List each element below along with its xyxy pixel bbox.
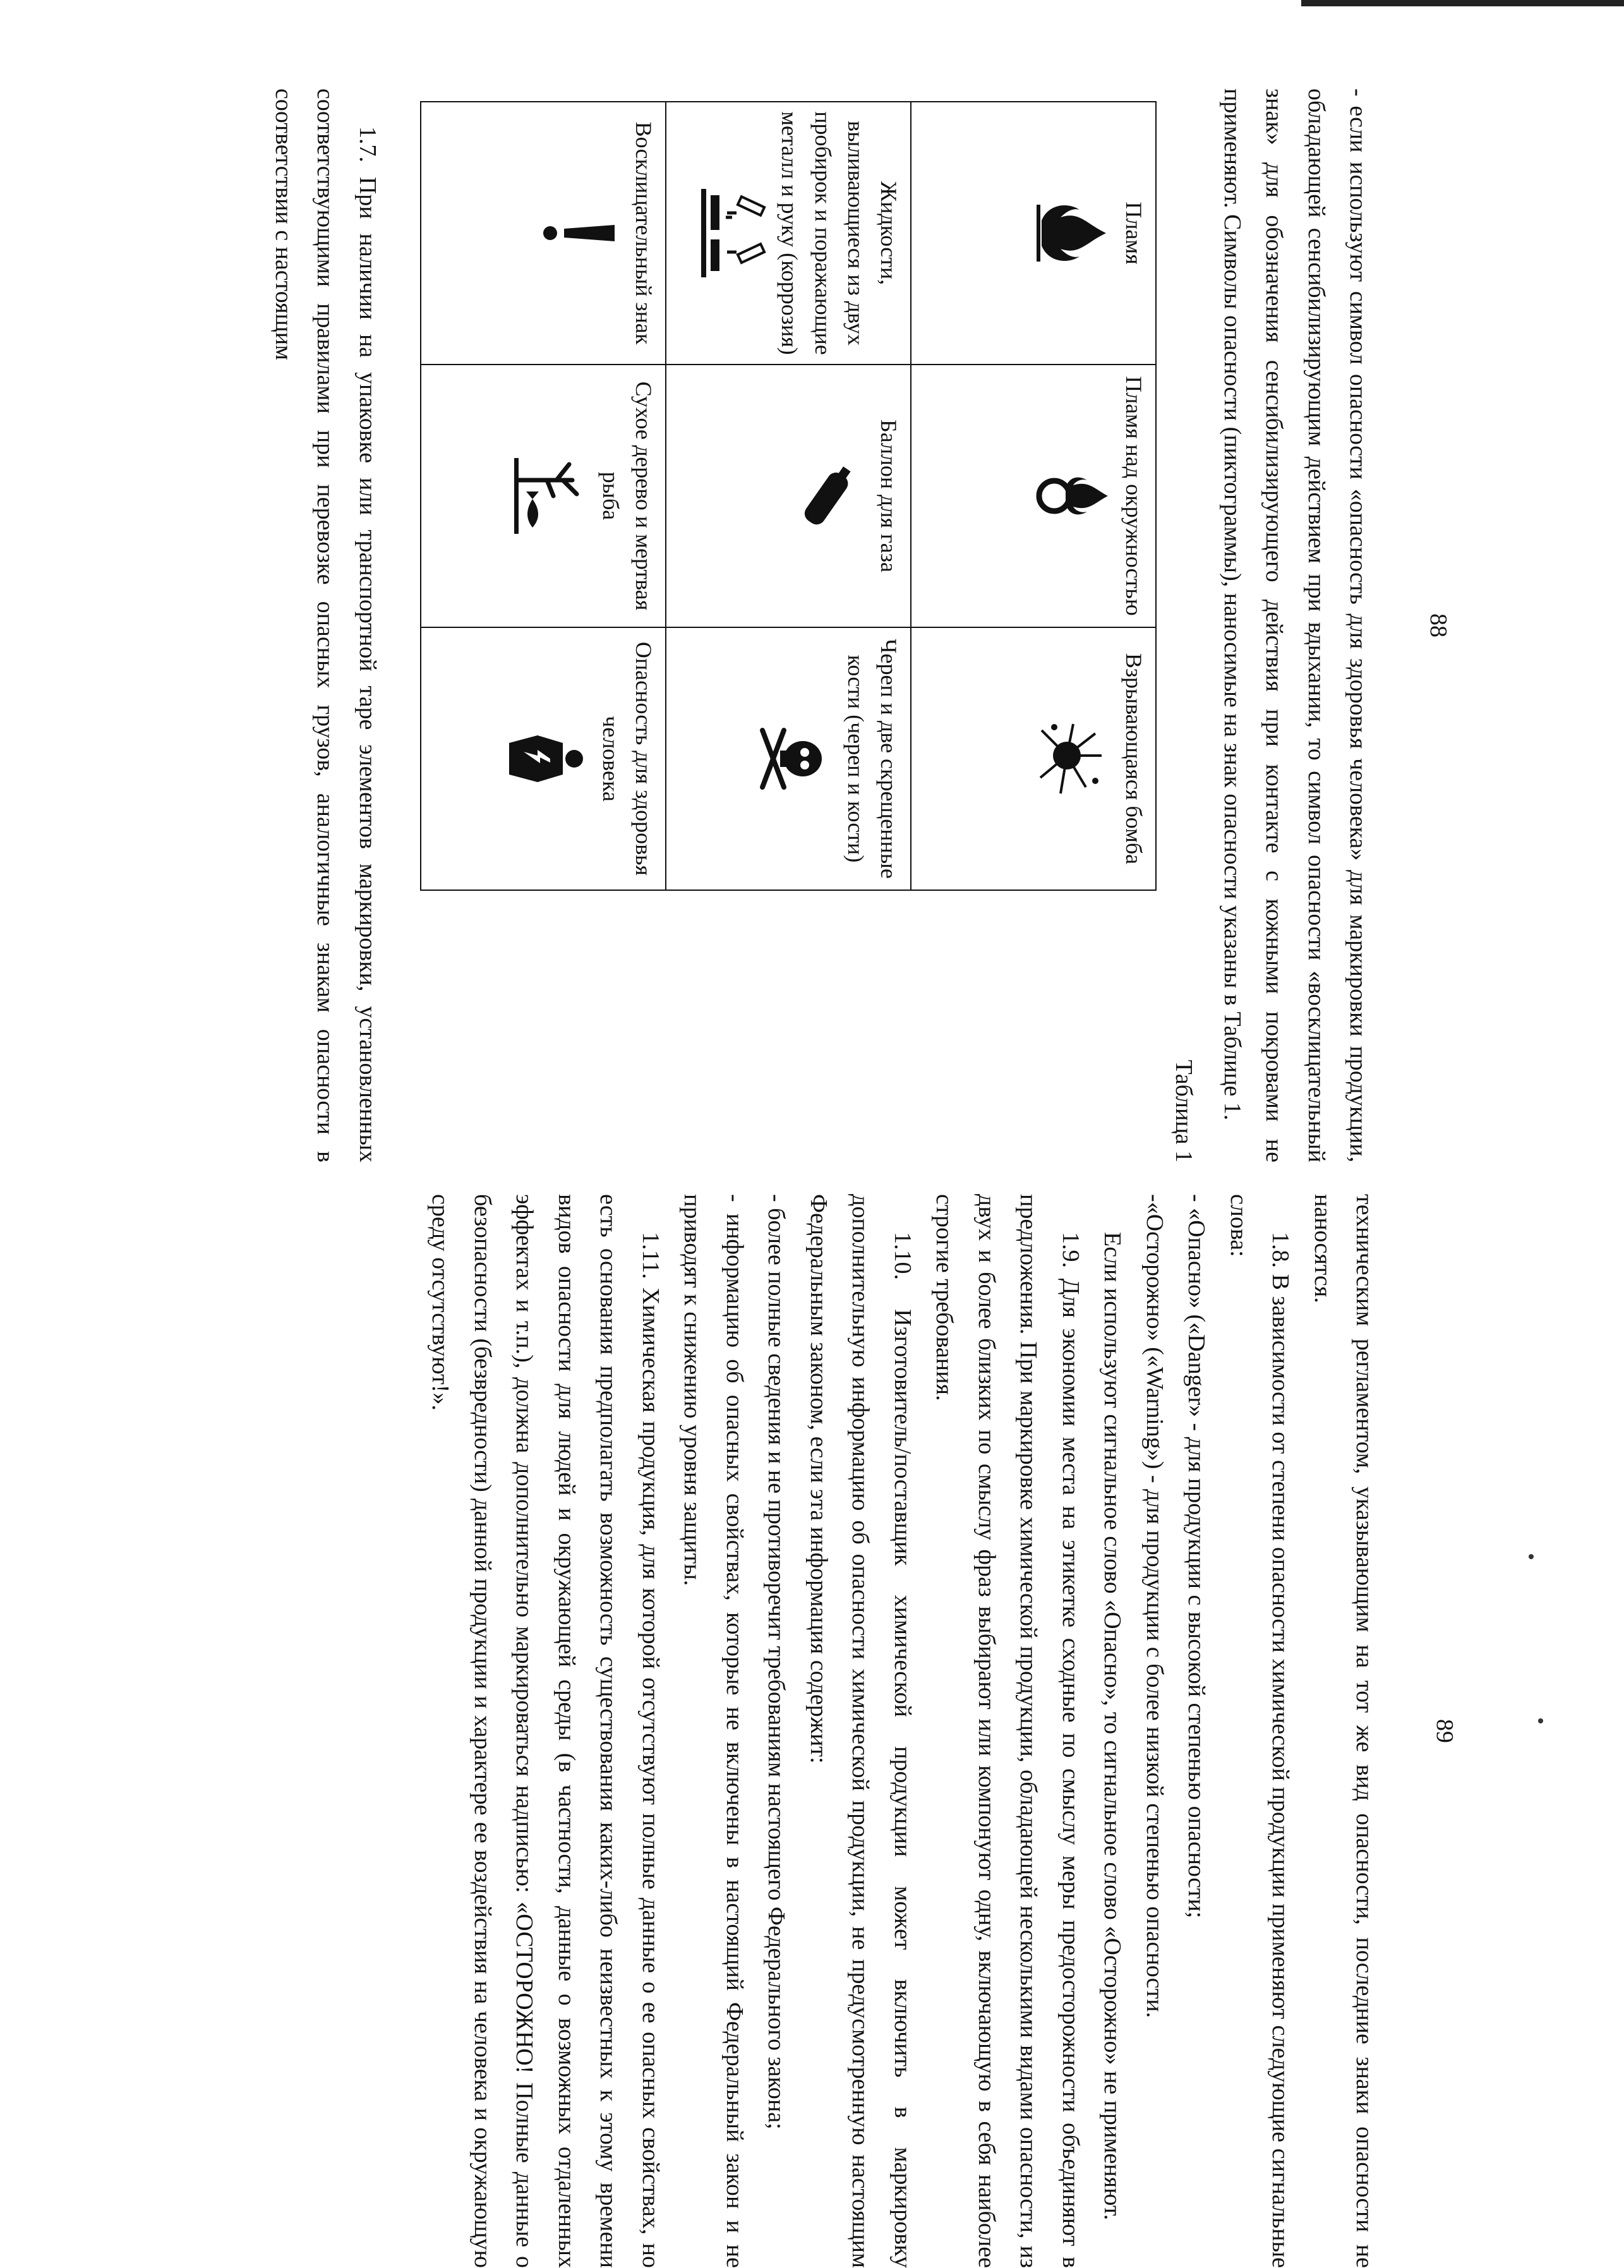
pictogram-table [420,101,1157,891]
table-cell [421,102,666,365]
page-number: 88 [1425,613,1452,637]
paragraph-continuation: техническим регламентом, указывающим на тот же вид опасности, последние знаки опасности не наносятся. [1309,1194,1378,2268]
table-label: Таблица 1 [1170,1059,1198,1162]
cell-label: Восклицательный знак [631,121,656,345]
cell-label: Сухое дерево и мертвая рыба [598,381,656,611]
paragraph-1-8: 1.8. В зависимости от степени опасности химической продукции применяют следующие сигнальные слова: [1225,1194,1294,2268]
cell-label: Череп и две скрещенные кости (череп и кости) [843,639,901,879]
dead-tree-fish-icon [512,455,588,537]
table-row [666,102,911,890]
cell-label: Опасность для здоровья человека [598,641,656,876]
health-hazard-icon [506,718,588,800]
cell-label: Жидкости, выливающиеся из двух пробирок и поражающие металл и руку (коррозия) [777,111,901,355]
flame-over-circle-icon [1035,455,1111,537]
skull-crossbones-icon [757,718,833,800]
corrosion-icon [697,189,767,277]
gas-cylinder-icon [790,455,866,537]
page-88 [6,88,1459,1162]
scan-speck [1529,1554,1534,1559]
paragraph-1-11: 1.11. Химическая продукция, для которой отсутствуют полные данные о ее опасных свойствах, но есть основания предполагать возможность существования каких-либо неизвестных к этому времени видов опасности для людей и окружающей среды (в частности, данные о возможных отдаленных эффектах и т.п.), должна дополнительно маркироваться надписью: «ОСТОРОЖНО! Полные данные о безопасности (безвредности) данной продукции и характере ее воздействия на человека и окружающую среду отсутствуют!». [427,1194,664,2268]
cell-label: Баллон для газа [876,419,901,572]
paragraph-1-9: 1.9. Для экономии места на этикетке сходные по смыслу меры предосторожности объединяют в предложения. При маркировке химической продукции, обладающей несколькими видами опасности, из двух и более близких по смыслу фраз выбирают или компонуют одну, включающую в себя наиболее строгие требования. [931,1194,1084,2268]
bullet-item: - информацию об опасных свойствах, которые не включены в настоящий Федеральный закон и не приводят к снижению уровня защиты. [679,1194,748,2268]
page-89 [13,1194,1465,2268]
table-cell [421,365,666,627]
signal-word-warning: -«Осторожно» («Warning») - для продукции с более низкой степенью опасности. [1141,1194,1168,2018]
table-cell [666,102,911,365]
table-row [421,102,666,890]
scan-edge [1301,0,1624,6]
table-row [911,102,1156,890]
paragraph-1-7: 1.7. При наличии на упаковке или транспортной таре элементов маркировки, установленных соответствующими правилами при перевозке опасных грузов, аналогичные знакам опасности в соответствии с настоящим [270,88,381,1162]
intro-paragraph: - если используют символ опасности «опасность для здоровья человека» для маркировки продукции, обладающей сенсибилизирующим действием при вдыхании, то символ опасности «восклицательный знак» для обозначения сенсибилизирующего действия при контакте с кожными покровами не применяют. Символы опасности (пиктограммы), наносимые на знак опасности указаны в Таблице 1. [1219,88,1372,1162]
table-cell [666,627,911,890]
exclamation-mark-icon [539,192,621,274]
table-cell [911,627,1156,890]
table-cell [421,627,666,890]
scan-speck [1538,1718,1543,1723]
paragraph-1-10: 1.10. Изготовитель/поставщик химической продукции может включить в маркировку дополнительную информацию об опасности химической продукции, не предусмотренную настоящим Федеральным законом, если эта информация содержит: [805,1194,916,2268]
signal-word-danger: - «Опасно» («Danger» - для продукции с высокой степенью опасности; [1183,1194,1210,1919]
cell-label: Пламя над окружностью [1121,376,1146,616]
table-cell [666,365,911,627]
flame-icon [1035,192,1111,274]
bullet-item: - более полные сведения и не противоречит требованиям настоящего Федерального закона; [763,1194,790,2130]
cell-label: Пламя [1121,202,1146,265]
table-cell [911,365,1156,627]
table-cell [911,102,1156,365]
cell-label: Взрывающаяся бомба [1121,653,1146,865]
paragraph-signal-rule: Если используют сигнальное слово «Опасно», то сигнальное слово «Осторожно» не применяют. [1099,1232,1126,2221]
exploding-bomb-icon [1035,718,1111,800]
page-number: 89 [1431,1719,1458,1743]
